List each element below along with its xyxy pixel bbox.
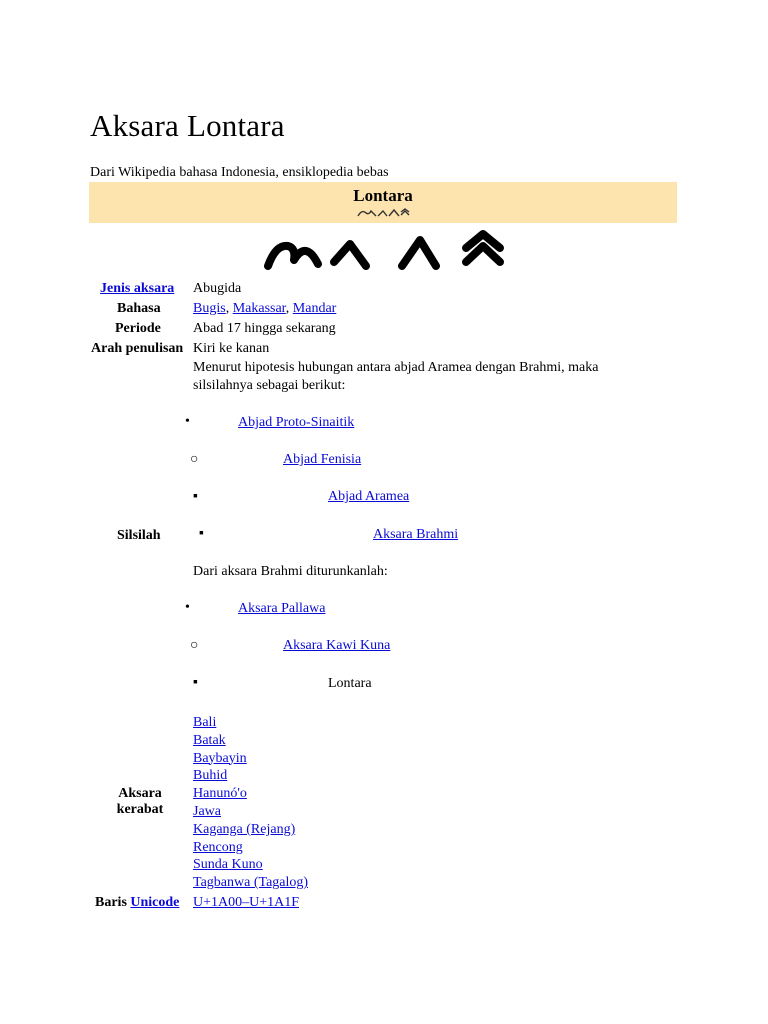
link-related-jawa[interactable]: Jawa (193, 803, 221, 819)
bullet-disc: • (185, 414, 190, 429)
link-unicode-range[interactable]: U+1A00–U+1A1F (193, 895, 300, 910)
text-lontara: Lontara (328, 676, 372, 691)
value-bahasa (193, 301, 336, 317)
link-makassar[interactable]: Makassar (232, 301, 286, 316)
link-aksara-pallawa[interactable]: Aksara Pallawa (238, 601, 326, 616)
bullet-disc: • (185, 600, 190, 615)
script-sample-large (262, 226, 507, 279)
value-arah-penulisan: Kiri ke kanan (193, 341, 270, 356)
value-periode: Abad 17 hingga sekarang (193, 321, 336, 336)
bullet-square: ▪ (199, 526, 204, 541)
value-jenis-aksara: Abugida (193, 281, 242, 296)
label-aksara-kerabat-line-1: Aksara (118, 786, 162, 801)
link-unicode[interactable]: Unicode (130, 895, 180, 910)
silsilah-mid-text: Dari aksara Brahmi diturunkanlah: (193, 564, 388, 579)
link-abjad-proto-sinaitik[interactable]: Abjad Proto-Sinaitik (238, 415, 355, 430)
label-aksara-kerabat (110, 786, 170, 818)
link-abjad-fenisia[interactable]: Abjad Fenisia (283, 452, 362, 467)
bullet-square: ▪ (193, 675, 198, 690)
bullet-circle: ○ (190, 638, 199, 653)
link-related-rencong[interactable]: Rencong (193, 839, 243, 855)
silsilah-intro-line-2: silsilahnya sebagai berikut: (193, 378, 346, 393)
link-related-bali[interactable]: Bali (193, 715, 217, 730)
link-abjad-aramea[interactable]: Abjad Aramea (328, 489, 410, 504)
bullet-square: ▪ (193, 489, 198, 504)
bullet-circle: ○ (190, 452, 199, 467)
link-related-baybayin[interactable]: Baybayin (193, 750, 247, 766)
silsilah-intro-line-1: Menurut hipotesis hubungan antara abjad Aramea dengan Brahmi, maka (193, 360, 599, 375)
separator: , (285, 301, 293, 316)
link-aksara-kawi-kuna[interactable]: Aksara Kawi Kuna (283, 638, 391, 653)
label-periode: Periode (115, 321, 161, 336)
page-title: Aksara Lontara (90, 108, 285, 143)
label-silsilah: Silsilah (117, 528, 161, 543)
link-related-buhid[interactable]: Buhid (193, 768, 228, 784)
related-scripts-list (193, 714, 308, 892)
label-aksara-kerabat-line-2: kerabat (116, 802, 164, 817)
infobox-title: Lontara (353, 186, 413, 205)
link-bugis[interactable]: Bugis (193, 301, 226, 316)
label-arah-penulisan: Arah penulisan (91, 341, 184, 356)
link-related-tagbanwa[interactable]: Tagbanwa (Tagalog) (193, 875, 309, 891)
label-baris-unicode (95, 895, 179, 911)
link-related-hanunoo[interactable]: Hanunó'o (193, 786, 247, 802)
link-related-batak[interactable]: Batak (193, 732, 226, 748)
page-subtitle: Dari Wikipedia bahasa Indonesia, ensiklopedia bebas (90, 165, 389, 180)
link-aksara-brahmi[interactable]: Aksara Brahmi (373, 527, 459, 542)
link-related-kaganga[interactable]: Kaganga (Rejang) (193, 821, 296, 837)
label-baris: Baris (95, 895, 127, 910)
label-bahasa: Bahasa (117, 301, 161, 316)
link-related-sunda-kuno[interactable]: Sunda Kuno (193, 857, 263, 873)
label-jenis-aksara[interactable]: Jenis aksara (100, 281, 175, 296)
separator: , (225, 301, 233, 316)
link-mandar[interactable]: Mandar (292, 301, 337, 316)
script-sample-small (89, 206, 677, 220)
infobox-header (89, 182, 677, 223)
